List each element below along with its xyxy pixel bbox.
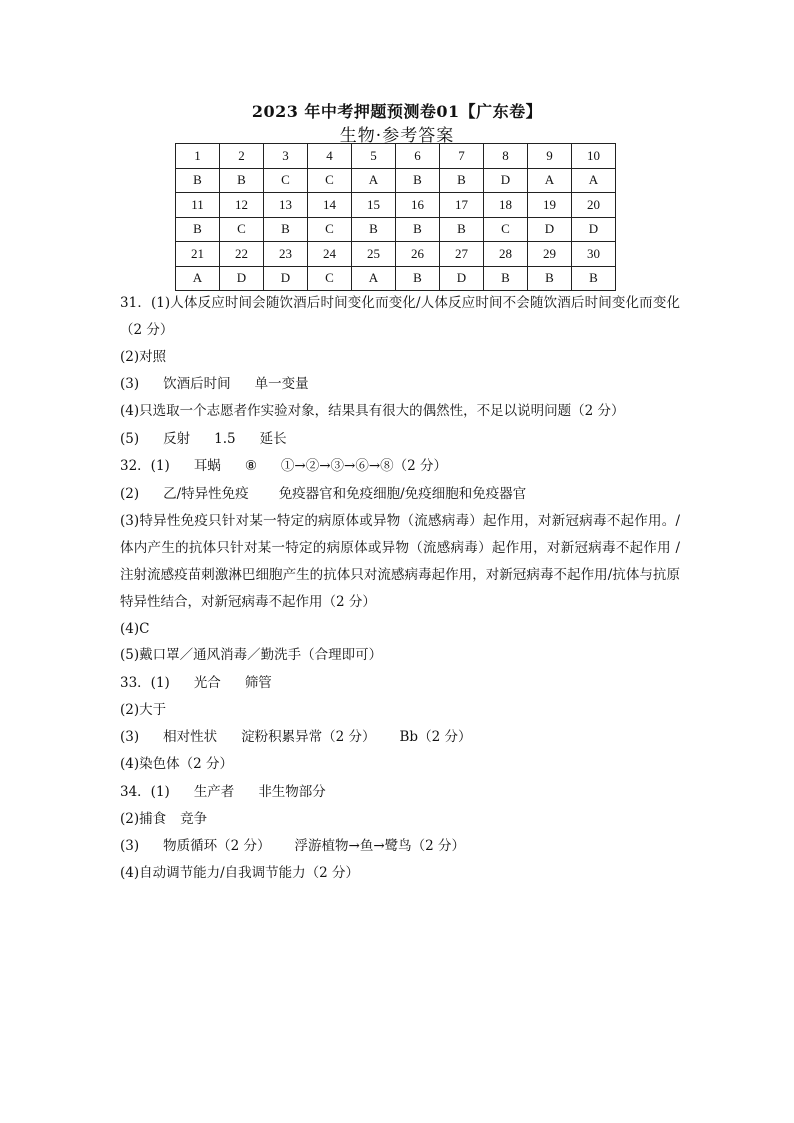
q31-part3: [120, 374, 680, 394]
question-number-cell: 20: [572, 193, 616, 218]
q33-part3-num: (3): [120, 729, 140, 745]
page-title: 2023 年中考押题预测卷01【广东卷】: [251, 102, 543, 121]
question-number-cell: 14: [308, 193, 352, 218]
q32-part4: (4)C: [120, 621, 150, 637]
q34-part1-answer-a: 生产者: [193, 784, 235, 800]
question-number-cell: 1: [176, 144, 220, 169]
question-number-cell: 22: [220, 242, 264, 267]
question-number-cell: 30: [572, 242, 616, 267]
answer-cell: B: [396, 217, 440, 242]
q33-part1-answer-a: 光合: [193, 675, 221, 691]
q34-part3-num: (3): [120, 838, 140, 854]
question-number-cell: 5: [352, 144, 396, 169]
q34-part1-answer-b: 非生物部分: [258, 784, 326, 800]
question-number-cell: 25: [352, 242, 396, 267]
answer-cell: C: [308, 168, 352, 193]
answer-table-row: [176, 217, 616, 242]
q31-part5-num: (5): [120, 431, 140, 447]
answer-cell: B: [440, 217, 484, 242]
q33-part4: (4)染色体（2 分）: [120, 756, 234, 772]
q31-part3-answer-a: 饮酒后时间: [163, 376, 231, 392]
question-number-cell: 3: [264, 144, 308, 169]
answer-cell: D: [264, 266, 308, 291]
q32-part1-answer-c: ①→②→③→⑥→⑧（2 分）: [280, 458, 448, 474]
q33-part3-answer-b: 淀粉积累异常（2 分）: [241, 729, 376, 745]
answer-cell: D: [528, 217, 572, 242]
answer-cell: B: [484, 266, 528, 291]
answer-cell: D: [484, 168, 528, 193]
question-number-cell: 4: [308, 144, 352, 169]
question-number-cell: 13: [264, 193, 308, 218]
answer-cell: B: [352, 217, 396, 242]
answer-cell: B: [396, 168, 440, 193]
answer-cell: A: [528, 168, 572, 193]
q33-part1: [120, 673, 680, 693]
answer-cell: B: [220, 168, 264, 193]
q33-part3-answer-a: 相对性状: [163, 729, 218, 745]
answer-cell: B: [572, 266, 616, 291]
question-number-cell: 12: [220, 193, 264, 218]
question-number-cell: 19: [528, 193, 572, 218]
q33-part1-num: 33．(1): [120, 675, 170, 691]
question-number-cell: 16: [396, 193, 440, 218]
q31-part3-answer-b: 单一变量: [254, 376, 309, 392]
q34-part3: [120, 836, 680, 856]
q32-part1-answer-b: ⑧: [244, 458, 257, 474]
answer-table: [175, 143, 616, 291]
answer-cell: C: [484, 217, 528, 242]
answer-cell: C: [308, 217, 352, 242]
answer-cell: D: [220, 266, 264, 291]
question-number-cell: 7: [440, 144, 484, 169]
q31-part5-answer-b: 1.5: [214, 431, 236, 447]
question-number-cell: 18: [484, 193, 528, 218]
q31-part1: 31．(1)人体反应时间会随饮酒后时间变化而变化/人体反应时间不会随饮酒后时间变化而变化（2 分）: [120, 295, 680, 338]
answer-cell: B: [528, 266, 572, 291]
question-number-cell: 17: [440, 193, 484, 218]
q31-part2: (2)对照: [120, 349, 167, 365]
answer-cell: B: [176, 168, 220, 193]
q34-part2-answer-b: 竞争: [180, 811, 208, 827]
answer-table-row: [176, 266, 616, 291]
page-subtitle: 生物·参考答案: [339, 126, 455, 146]
q33-part3: [120, 727, 680, 747]
answer-cell: A: [352, 266, 396, 291]
q34-part3-answer-b: 浮游植物→鱼→鹭鸟（2 分）: [294, 838, 466, 854]
q34-part2-answer-a: (2)捕食: [120, 811, 167, 827]
q32-part5: (5)戴口罩／通风消毒／勤洗手（合理即可）: [120, 647, 383, 663]
q31-part4: (4)只选取一个志愿者作实验对象，结果具有很大的偶然性，不足以说明问题（2 分）: [120, 403, 625, 419]
answer-table-row: [176, 242, 616, 267]
q34-part3-answer-a: 物质循环（2 分）: [163, 838, 271, 854]
question-number-cell: 23: [264, 242, 308, 267]
q32-part1-answer-a: 耳蜗: [193, 458, 221, 474]
answer-cell: C: [220, 217, 264, 242]
answer-cell: A: [572, 168, 616, 193]
question-number-cell: 26: [396, 242, 440, 267]
q32-part1-num: 32．(1): [120, 458, 170, 474]
q32-part2-answer-a: 乙/特异性免疫: [163, 486, 249, 502]
answer-cell: B: [264, 217, 308, 242]
q34-part4: (4)自动调节能力/自我调节能力（2 分）: [120, 865, 360, 881]
answer-cell: A: [352, 168, 396, 193]
question-number-cell: 11: [176, 193, 220, 218]
answer-table-row: [176, 168, 616, 193]
answer-cell: B: [176, 217, 220, 242]
q32-part1: [120, 456, 680, 476]
question-number-cell: 8: [484, 144, 528, 169]
answer-table-row: [176, 193, 616, 218]
q31-part5: [120, 429, 680, 449]
answer-cell: D: [572, 217, 616, 242]
q33-part2: (2)大于: [120, 702, 167, 718]
answer-cell: B: [440, 168, 484, 193]
answer-cell: A: [176, 266, 220, 291]
answer-table-row: [176, 144, 616, 169]
question-number-cell: 6: [396, 144, 440, 169]
q31-part5-answer-a: 反射: [163, 431, 191, 447]
question-number-cell: 9: [528, 144, 572, 169]
q33-part3-answer-c: Bb（2 分）: [399, 729, 472, 745]
question-number-cell: 21: [176, 242, 220, 267]
question-number-cell: 2: [220, 144, 264, 169]
q32-part2-num: (2): [120, 486, 140, 502]
q33-part1-answer-b: 筛管: [244, 675, 272, 691]
q31-part5-answer-c: 延长: [259, 431, 287, 447]
q34-part1-num: 34．(1): [120, 784, 170, 800]
question-number-cell: 24: [308, 242, 352, 267]
question-number-cell: 15: [352, 193, 396, 218]
answer-cell: C: [264, 168, 308, 193]
q32-part2-answer-b: 免疫器官和免疫细胞/免疫细胞和免疫器官: [278, 486, 527, 502]
question-number-cell: 27: [440, 242, 484, 267]
answer-cell: D: [440, 266, 484, 291]
question-number-cell: 29: [528, 242, 572, 267]
answer-cell: C: [308, 266, 352, 291]
q32-part2: [120, 484, 680, 504]
q34-part1: [120, 782, 680, 802]
question-number-cell: 28: [484, 242, 528, 267]
q32-part3: (3)特异性免疫只针对某一特定的病原体或异物（流感病毒）起作用，对新冠病毒不起作用。/ 体内产生的抗体只针对某一特定的病原体或异物（流感病毒）起作用，对新冠病毒不起作用 / 注射流感疫苗刺激淋巴细胞产生的抗体只对流感病毒起作用，对新冠病毒不起作用/抗体与抗原特异性结合，对新冠病毒不起作用（2 分）: [120, 513, 680, 610]
q34-part2: [120, 809, 680, 829]
answer-cell: B: [396, 266, 440, 291]
question-number-cell: 10: [572, 144, 616, 169]
q31-part3-num: (3): [120, 376, 140, 392]
